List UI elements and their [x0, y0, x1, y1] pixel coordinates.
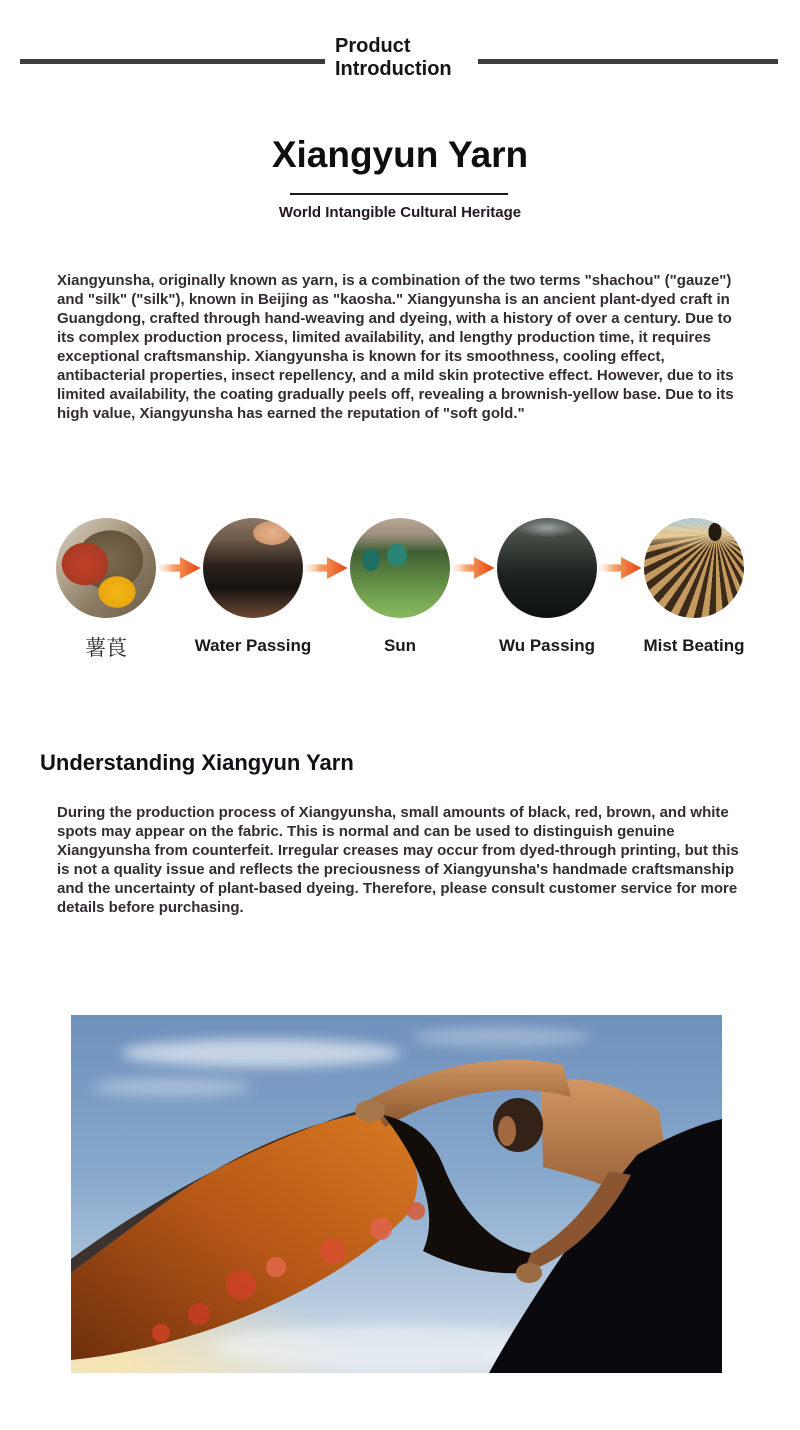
- page-subtitle: World Intangible Cultural Heritage: [278, 204, 522, 221]
- process-image-shu-liang-root: [56, 518, 156, 618]
- process-image-water-passing: [203, 518, 303, 618]
- process-label-sun: Sun: [383, 636, 417, 655]
- process-label-mist-beating: Mist Beating: [643, 636, 745, 655]
- process-image-mist-beating: [644, 518, 744, 618]
- process-image-sun-drying: [350, 518, 450, 618]
- drying-fabric-photo: [71, 1015, 722, 1373]
- process-label-water-passing: Water Passing: [194, 636, 312, 655]
- upper-hand: [355, 1100, 385, 1122]
- right-arrow-icon: [599, 552, 643, 584]
- lower-hand: [516, 1263, 542, 1283]
- page-title: Xiangyun Yarn: [271, 134, 529, 175]
- header-left-bar: [20, 59, 325, 64]
- title-divider: [290, 193, 508, 195]
- process-label-wu-passing: Wu Passing: [498, 636, 596, 655]
- process-image-wu-passing: [497, 518, 597, 618]
- header-title: [335, 35, 452, 81]
- intro-paragraph: Xiangyunsha, originally known as yarn, is a combination of the two terms "shachou" ("gauze") and "silk" ("silk"), known in Beijing as "kaosha." Xiangyunsha is an ancient plant-dyed craft in Guangdong, crafted through hand-weaving and dyeing, with a history of over a century. Due to its complex production process, limited availability, and lengthy production time, it requires exceptional craftsmanship. Xiangyunsha is known for its smoothness, cooling effect, antibacterial properties, insect repellency, and a mild skin protective effect. However, due to its limited availability, the coating gradually peels off, revealing a brownish-yellow base. Due to its high value, Xiangyunsha has earned the reputation of "soft gold.": [57, 272, 734, 422]
- section-heading-understanding: Understanding Xiangyun Yarn: [40, 750, 354, 775]
- header-title-line1: Product: [335, 35, 411, 57]
- header-right-bar: [478, 59, 778, 64]
- understanding-paragraph: During the production process of Xiangyunsha, small amounts of black, red, brown, and white spots may appear on the fabric. This is normal and can be used to distinguish genuine Xiangyunsha from counterfeit. Irregular creases may occur from dyed-through printing, but this is not a quality issue and reflects the preciousness of Xiangyunsha's handmade craftsmanship and the uncertainty of plant-based dyeing. Therefore, please consult customer service for more details before purchasing.: [57, 804, 739, 916]
- header-title-line2: Introduction: [335, 58, 452, 80]
- right-arrow-icon: [305, 552, 349, 584]
- process-label-shu-liang: 薯莨: [85, 636, 127, 660]
- right-arrow-icon: [158, 552, 202, 584]
- right-arrow-icon: [452, 552, 496, 584]
